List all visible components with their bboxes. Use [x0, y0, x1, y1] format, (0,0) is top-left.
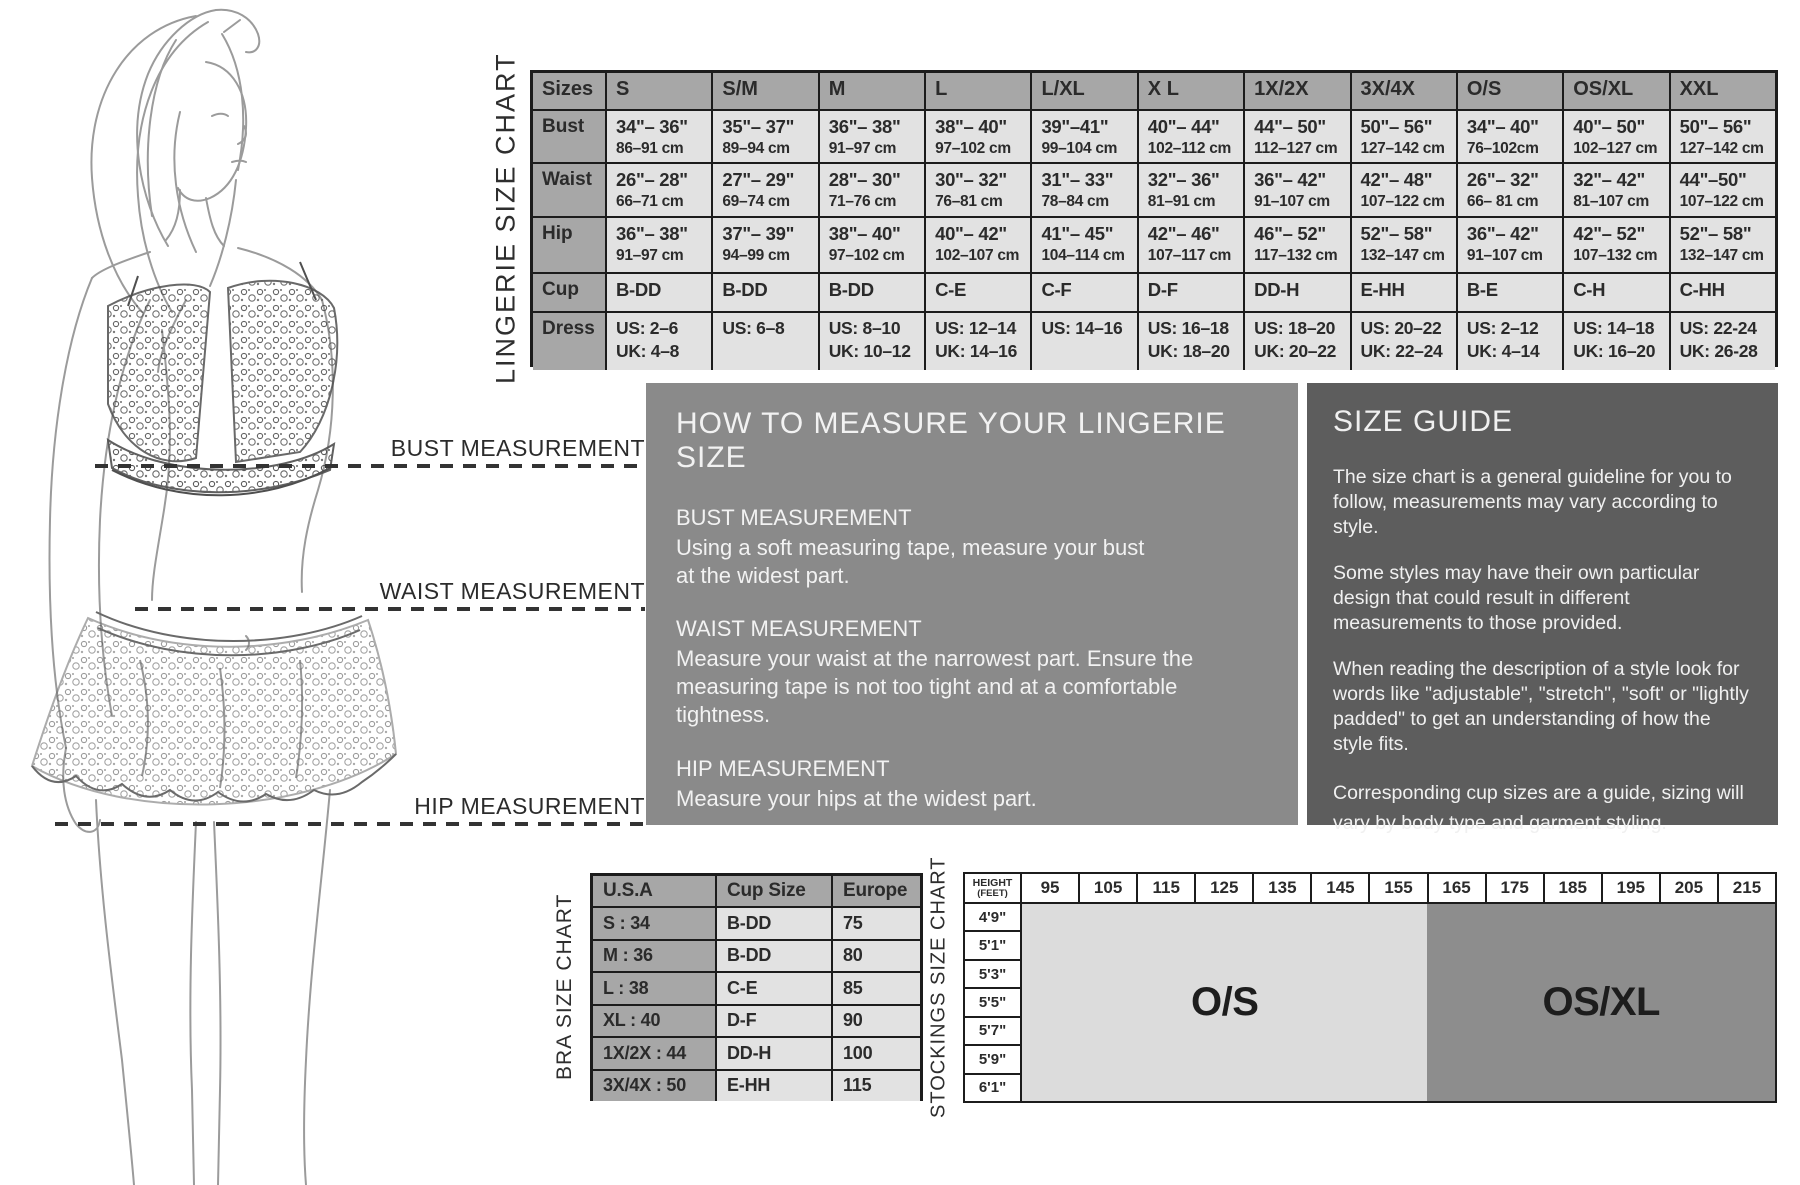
size-cell	[1669, 313, 1775, 370]
size-cell	[1562, 313, 1668, 370]
size-cell-line2: 81–107 cm	[1573, 193, 1649, 211]
size-cell-line1: 41"– 45"	[1041, 223, 1114, 244]
bust-measurement-callout	[391, 435, 645, 462]
size-cell-line2: UK: 16–20	[1573, 340, 1656, 361]
bra-table-row	[593, 939, 920, 972]
stockings-region-osxl: OS/XL	[1427, 904, 1775, 1101]
size-cell-line2: 78–84 cm	[1041, 193, 1109, 211]
size-cell-line2: 102–127 cm	[1573, 140, 1658, 158]
size-cell-line1: DD-H	[1254, 279, 1300, 300]
size-cell-line1: 27"– 29"	[722, 169, 795, 190]
size-cell	[711, 164, 817, 216]
bra-cell-cup: B-DD	[715, 941, 831, 972]
bra-cell-cup: E-HH	[715, 1071, 831, 1102]
how-to-section-body: Using a soft measuring tape, measure your bust at the widest part.	[676, 535, 1145, 588]
size-cell-line1: 36"– 38"	[616, 223, 688, 244]
size-cell-line2: 97–102 cm	[935, 140, 1011, 158]
size-cell-line1: 31"– 33"	[1041, 169, 1114, 190]
size-row-label: Dress	[533, 313, 605, 370]
size-cell-line1: US: 20–22	[1360, 318, 1442, 338]
stockings-weight-header: 95	[1022, 874, 1080, 904]
size-cell-line1: 32"– 36"	[1147, 169, 1220, 190]
size-cell	[1243, 218, 1349, 272]
size-cell	[1456, 218, 1562, 272]
bra-col-header-usa: U.S.A	[593, 876, 715, 906]
stockings-weight-header: 145	[1312, 874, 1370, 904]
stockings-corner-feet: (FEET)	[977, 887, 1008, 899]
size-cell	[1456, 313, 1562, 370]
size-cell-line1: US: 14–16	[1041, 318, 1123, 338]
size-guide-panel	[1307, 383, 1778, 834]
stockings-corner-height: HEIGHT	[972, 876, 1013, 889]
stockings-weight-header: 215	[1719, 874, 1775, 904]
size-row-cells	[605, 164, 1775, 216]
size-cell-line1: 50"– 56"	[1360, 116, 1433, 137]
bra-cell-europe: 100	[831, 1038, 920, 1069]
size-row-cells	[605, 111, 1775, 162]
hip-dashed-line	[55, 822, 645, 826]
size-cell-line2: 86–91 cm	[616, 140, 684, 158]
bra-cell-usa: L : 38	[593, 973, 715, 1004]
size-cell-line2: 89–94 cm	[722, 140, 790, 158]
size-cell	[1350, 274, 1456, 311]
size-column-header: 1X/2X	[1243, 73, 1349, 109]
stockings-region-os: O/S	[1022, 904, 1427, 1101]
size-guide-paragraphs	[1333, 465, 1752, 838]
size-table-corner: Sizes	[533, 73, 605, 109]
size-cell-line2: 107–122 cm	[1360, 193, 1445, 211]
bra-table-body	[593, 906, 920, 1101]
size-cell-line1: C-HH	[1679, 279, 1725, 300]
how-to-measure-panel	[646, 383, 1298, 825]
size-cell-line1: B-DD	[722, 279, 768, 300]
size-cell-line1: US: 22-24	[1679, 318, 1757, 338]
size-table-body	[533, 109, 1775, 370]
stockings-height-label: 5'9"	[965, 1046, 1020, 1074]
stockings-height-label: 5'7"	[965, 1018, 1020, 1046]
size-cell-line2: 127–142 cm	[1679, 140, 1764, 158]
size-row-label: Cup	[533, 274, 605, 311]
size-cell	[1669, 164, 1775, 216]
stockings-weight-header: 165	[1429, 874, 1487, 904]
size-cell-line2: 81–91 cm	[1147, 193, 1216, 211]
size-cell-line2: 117–132 cm	[1254, 247, 1338, 265]
size-cell-line1: 35"– 37"	[722, 116, 795, 137]
size-cell	[605, 218, 711, 272]
size-cell-line1: 42"– 48"	[1360, 169, 1433, 190]
size-table-row	[533, 216, 1775, 272]
bra-table-row	[593, 1004, 920, 1037]
size-cell-line2: 107–117 cm	[1147, 247, 1231, 265]
size-cell	[818, 313, 924, 370]
size-cell-line1: 37"– 39"	[722, 223, 795, 244]
bra-table-row	[593, 1036, 920, 1069]
size-cell-line1: 26"– 32"	[1466, 169, 1539, 190]
hip-measurement-label: HIP MEASUREMENT	[414, 793, 645, 819]
stockings-weight-header: 105	[1080, 874, 1138, 904]
size-cell	[1350, 313, 1456, 370]
size-cell	[1030, 164, 1136, 216]
waist-dashed-line	[135, 607, 645, 611]
size-cell-line2: 104–114 cm	[1041, 247, 1125, 265]
size-cell	[818, 218, 924, 272]
size-cell-line1: 50"– 56"	[1679, 116, 1752, 137]
how-to-measure-sections	[676, 505, 1268, 812]
bra-table-row	[593, 971, 920, 1004]
size-cell-line1: US: 6–8	[722, 318, 785, 338]
size-cell	[818, 111, 924, 162]
size-cell-line2: 76–81 cm	[935, 193, 1003, 211]
size-cell-line2: 132–147 cm	[1679, 247, 1764, 265]
size-cell	[605, 111, 711, 162]
size-cell-line1: 40"– 42"	[935, 223, 1007, 244]
size-cell-line2: 107–122 cm	[1679, 193, 1764, 211]
size-cell-line1: C-H	[1573, 279, 1606, 300]
size-cell-line1: US: 14–18	[1573, 318, 1655, 338]
size-cell-line2: 91–97 cm	[616, 247, 684, 265]
size-cell-line2: 107–132 cm	[1573, 247, 1658, 265]
size-cell	[1456, 274, 1562, 311]
size-cell	[1669, 111, 1775, 162]
how-to-section-body: Measure your hips at the widest part.	[676, 785, 1037, 811]
size-cell-line1: B-DD	[828, 279, 874, 300]
size-guide-paragraph: Corresponding cup sizes are a guide, sizing will vary by body type and garment styling.	[1333, 781, 1744, 834]
size-cell	[711, 274, 817, 311]
size-cell-line2: UK: 4–8	[616, 340, 680, 361]
bra-cell-europe: 80	[831, 941, 920, 972]
size-cell-line1: C-E	[935, 279, 967, 300]
hip-measurement-callout	[414, 793, 645, 820]
size-cell-line1: US: 16–18	[1147, 318, 1229, 338]
size-cell-line1: US: 8–10	[828, 318, 901, 338]
size-cell-line2: UK: 14–16	[935, 340, 1018, 361]
bra-cell-cup: DD-H	[715, 1038, 831, 1069]
how-to-section-heading: BUST MEASUREMENT	[676, 505, 912, 530]
size-cell-line1: 36"– 42"	[1254, 169, 1326, 190]
size-cell-line1: 38"– 40"	[935, 116, 1007, 137]
bra-cell-europe: 115	[831, 1071, 920, 1102]
stockings-height-label: 5'3"	[965, 961, 1020, 989]
size-cell-line2: UK: 22–24	[1360, 340, 1443, 361]
size-column-header: S/M	[711, 73, 817, 109]
size-cell-line1: 39"–41"	[1041, 116, 1109, 137]
size-cell	[1030, 274, 1136, 311]
lingerie-size-chart-title: LINGERIE SIZE CHART	[490, 52, 521, 385]
stockings-weight-header: 115	[1138, 874, 1196, 904]
size-cell	[1350, 164, 1456, 216]
size-cell	[605, 313, 711, 370]
size-cell	[1243, 313, 1349, 370]
lingerie-size-table	[530, 70, 1778, 367]
bra-cell-europe: 85	[831, 973, 920, 1004]
size-cell-line2: 97–102 cm	[828, 247, 905, 265]
size-cell-line1: 40"– 44"	[1147, 116, 1220, 137]
how-to-section-body: Measure your waist at the narrowest part. Ensure the measuring tape is not too tight and at a comfortable tightness.	[676, 646, 1194, 727]
size-cell-line2: 99–104 cm	[1041, 140, 1118, 158]
bra-table-header-row	[593, 876, 920, 906]
size-table-row	[533, 311, 1775, 370]
size-cell-line1: B-DD	[616, 279, 662, 300]
size-cell-line1: 38"– 40"	[828, 223, 901, 244]
size-cell-line2: 112–127 cm	[1254, 140, 1338, 158]
bra-cell-usa: XL : 40	[593, 1006, 715, 1037]
size-cell	[1669, 274, 1775, 311]
size-cell-line1: 46"– 52"	[1254, 223, 1326, 244]
size-table-row	[533, 272, 1775, 311]
stockings-size-chart-title: STOCKINGS SIZE CHART	[927, 856, 950, 1119]
size-cell-line2: 132–147 cm	[1360, 247, 1445, 265]
size-cell-line1: 30"– 32"	[935, 169, 1007, 190]
stockings-size-table	[963, 872, 1777, 1103]
size-column-header: M	[818, 73, 924, 109]
size-cell-line1: B-E	[1466, 279, 1498, 300]
how-to-section	[676, 505, 1268, 589]
size-cell	[711, 313, 817, 370]
size-cell	[1243, 111, 1349, 162]
stockings-weight-headers	[1022, 874, 1775, 904]
size-cell-line1: US: 2–6	[616, 318, 679, 338]
size-row-cells	[605, 218, 1775, 272]
size-cell-line1: 26"– 28"	[616, 169, 688, 190]
size-cell-line1: 42"– 52"	[1573, 223, 1645, 244]
size-cell	[605, 164, 711, 216]
size-table-header-cells	[605, 73, 1775, 109]
size-cell	[924, 111, 1030, 162]
stockings-weight-header: 125	[1196, 874, 1254, 904]
size-guide-paragraph: When reading the description of a style look for words like "adjustable", "stretch", "soft' or "lightly padded" to get an understanding of how the style fits.	[1333, 657, 1749, 755]
size-cell-line2: 102–107 cm	[935, 247, 1020, 265]
size-cell-line1: 36"– 38"	[828, 116, 901, 137]
waist-measurement-callout	[380, 578, 645, 605]
size-cell-line2: 94–99 cm	[722, 247, 790, 265]
how-to-section	[676, 756, 1268, 813]
size-cell	[1562, 218, 1668, 272]
size-cell	[711, 111, 817, 162]
size-cell-line2: UK: 26-28	[1679, 340, 1758, 361]
stockings-header-row	[965, 874, 1775, 904]
size-cell-line2: UK: 20–22	[1254, 340, 1337, 361]
size-column-header: S	[605, 73, 711, 109]
size-cell	[1137, 313, 1243, 370]
size-cell	[1030, 313, 1136, 370]
size-cell	[1562, 111, 1668, 162]
bra-cell-usa: S : 34	[593, 908, 715, 939]
size-cell-line1: 42"– 46"	[1147, 223, 1220, 244]
bra-cell-usa: 3X/4X : 50	[593, 1071, 715, 1102]
size-guide-title: SIZE GUIDE	[1333, 405, 1514, 438]
stockings-body	[965, 904, 1775, 1101]
stockings-height-labels	[965, 904, 1022, 1101]
size-column-header: L	[924, 73, 1030, 109]
size-cell-line1: 28"– 30"	[828, 169, 901, 190]
bra-table-row	[593, 1069, 920, 1102]
size-cell	[1669, 218, 1775, 272]
stockings-height-label: 6'1"	[965, 1075, 1020, 1101]
size-cell-line1: 32"– 42"	[1573, 169, 1645, 190]
bra-cell-cup: B-DD	[715, 908, 831, 939]
size-table-row	[533, 162, 1775, 216]
size-cell	[1137, 274, 1243, 311]
bra-cell-europe: 75	[831, 908, 920, 939]
size-cell-line2: 91–107 cm	[1466, 247, 1543, 265]
size-column-header: OS/XL	[1562, 73, 1668, 109]
waist-measurement-label: WAIST MEASUREMENT	[379, 578, 645, 604]
size-guide-paragraph: Some styles may have their own particular design that could result in different measurements to those provided.	[1333, 561, 1700, 634]
size-cell-line1: E-HH	[1360, 279, 1405, 300]
size-cell	[818, 274, 924, 311]
size-row-cells	[605, 313, 1775, 370]
size-cell-line1: 52"– 58"	[1360, 223, 1433, 244]
size-cell-line1: 34"– 36"	[616, 116, 688, 137]
size-cell-line1: 34"– 40"	[1466, 116, 1539, 137]
size-cell-line2: UK: 10–12	[828, 340, 911, 361]
size-row-label: Waist	[533, 164, 605, 216]
how-to-section-heading: WAIST MEASUREMENT	[676, 616, 922, 642]
size-cell-line1: 36"– 42"	[1466, 223, 1539, 244]
how-to-section-heading: HIP MEASUREMENT	[676, 755, 890, 781]
size-cell-line2: UK: 4–14	[1466, 340, 1540, 361]
size-cell-line1: 40"– 50"	[1573, 116, 1645, 137]
bra-cell-usa: 1X/2X : 44	[593, 1038, 715, 1069]
bra-cell-usa: M : 36	[593, 941, 715, 972]
size-guide-paragraph: The size chart is a general guideline for you to follow, measurements may vary according to style.	[1333, 466, 1732, 538]
size-cell	[924, 313, 1030, 370]
stockings-weight-header: 135	[1254, 874, 1312, 904]
size-cell	[1456, 111, 1562, 162]
size-cell-line2: 91–97 cm	[828, 140, 897, 158]
size-cell	[711, 218, 817, 272]
stockings-height-label: 5'5"	[965, 989, 1020, 1017]
size-cell-line1: C-F	[1041, 279, 1072, 300]
size-cell	[818, 164, 924, 216]
size-row-cells	[605, 274, 1775, 311]
size-cell	[605, 274, 711, 311]
size-cell	[924, 218, 1030, 272]
bust-dashed-line	[95, 464, 645, 468]
size-column-header: X L	[1137, 73, 1243, 109]
size-cell	[1137, 218, 1243, 272]
bra-cell-cup: D-F	[715, 1006, 831, 1037]
size-cell	[1243, 274, 1349, 311]
size-cell	[1030, 111, 1136, 162]
bra-size-chart-title: BRA SIZE CHART	[553, 893, 576, 1081]
size-cell-line1: 52"– 58"	[1679, 223, 1752, 244]
size-cell-line1: US: 18–20	[1254, 318, 1336, 338]
stockings-regions	[1022, 904, 1775, 1101]
size-cell-line2: 91–107 cm	[1254, 193, 1330, 211]
size-cell-line1: US: 12–14	[935, 318, 1017, 338]
stockings-weight-header: 185	[1545, 874, 1603, 904]
stockings-corner-cell	[965, 874, 1022, 904]
size-cell-line1: 44"– 50"	[1254, 116, 1326, 137]
bra-size-table	[590, 873, 923, 1101]
bra-col-header-europe: Europe	[831, 876, 920, 906]
size-cell-line2: 71–76 cm	[828, 193, 897, 211]
size-cell	[1137, 111, 1243, 162]
size-column-header: XXL	[1669, 73, 1775, 109]
size-cell-line2: 76–102cm	[1466, 140, 1539, 158]
size-cell	[1350, 218, 1456, 272]
size-cell	[1137, 164, 1243, 216]
size-cell	[1030, 218, 1136, 272]
size-cell-line2: 102–112 cm	[1147, 140, 1231, 158]
bra-table-row	[593, 906, 920, 939]
size-cell-line1: D-F	[1147, 279, 1178, 300]
bra-cell-europe: 90	[831, 1006, 920, 1037]
stockings-height-label: 4'9"	[965, 904, 1020, 932]
size-row-label: Hip	[533, 218, 605, 272]
bust-measurement-label: BUST MEASUREMENT	[390, 435, 645, 461]
size-cell	[1456, 164, 1562, 216]
size-cell-line2: 127–142 cm	[1360, 140, 1445, 158]
size-column-header: O/S	[1456, 73, 1562, 109]
size-column-header: 3X/4X	[1350, 73, 1456, 109]
size-table-header-row	[533, 73, 1775, 109]
stockings-weight-header: 155	[1370, 874, 1428, 904]
size-cell-line1: 44"–50"	[1679, 169, 1747, 190]
size-cell	[1562, 164, 1668, 216]
stockings-weight-header: 195	[1603, 874, 1661, 904]
stockings-weight-header: 205	[1661, 874, 1719, 904]
bra-col-header-cup: Cup Size	[715, 876, 831, 906]
size-cell	[924, 274, 1030, 311]
how-to-section	[676, 616, 1268, 728]
size-table-row	[533, 109, 1775, 162]
how-to-measure-title: HOW TO MEASURE YOUR LINGERIE SIZE	[676, 407, 1226, 474]
size-cell	[924, 164, 1030, 216]
stockings-height-label: 5'1"	[965, 932, 1020, 960]
size-column-header: L/XL	[1030, 73, 1136, 109]
size-cell-line2: 66–71 cm	[616, 193, 684, 211]
bra-cell-cup: C-E	[715, 973, 831, 1004]
size-cell	[1562, 274, 1668, 311]
size-cell-line1: US: 2–12	[1466, 318, 1539, 338]
size-cell	[1350, 111, 1456, 162]
stockings-weight-header: 175	[1487, 874, 1545, 904]
size-cell	[1243, 164, 1349, 216]
size-cell-line2: UK: 18–20	[1147, 340, 1230, 361]
size-cell-line2: 69–74 cm	[722, 193, 790, 211]
size-cell-line2: 66– 81 cm	[1466, 193, 1539, 211]
size-row-label: Bust	[533, 111, 605, 162]
